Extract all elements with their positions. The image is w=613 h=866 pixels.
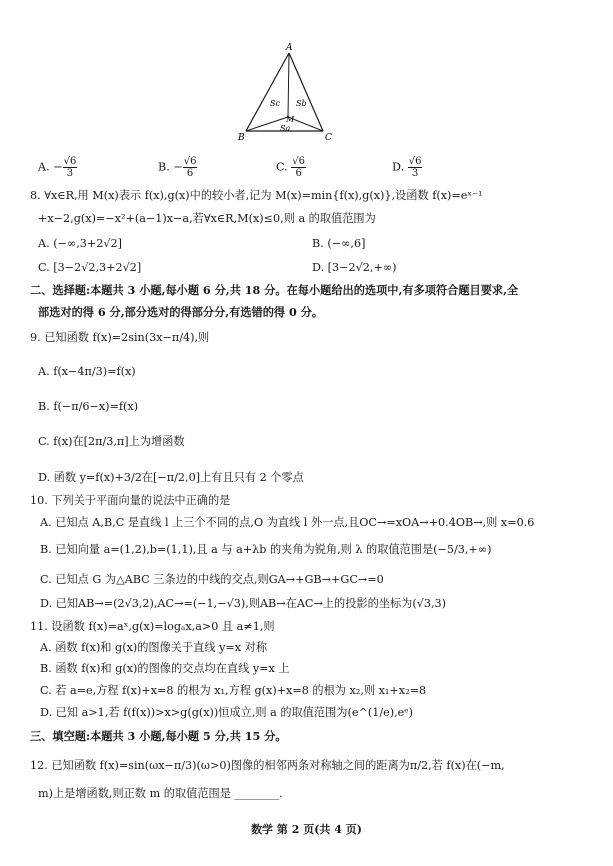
- q8-option-c: C. [3−2√2,3+2√2]: [38, 261, 142, 274]
- q8-stem-line2: +x−2,g(x)=−x²+(a−1)x−a,若∀x∈R,M(x)≤0,则 a 的取值范围为: [38, 212, 376, 225]
- segment-am: [288, 53, 289, 117]
- q11-option-d: D. 已知 a>1,若 f(f(x))>x>g(g(x))恒成立,则 a 的取值范围为(e^(1/e),eᵉ): [40, 706, 413, 719]
- q11-stem: 11. 设函数 f(x)=aˣ,g(x)=logₐx,a>0 且 a≠1,则: [30, 620, 275, 633]
- section2-heading-line1: 二、选择题:本题共 3 小题,每小题 6 分,共 18 分。在每小题给出的选项中,有多项符合题目要求,全: [30, 283, 519, 297]
- q10-option-c: C. 已知点 G 为△ABC 三条边的中线的交点,则GA→+GB→+GC→=0: [40, 573, 384, 586]
- label-area-c: Sc: [270, 99, 280, 108]
- label-vertex-b: B: [238, 133, 245, 143]
- q8-option-b: B. (−∞,6]: [312, 237, 366, 250]
- q9-option-d: D. 函数 y=f(x)+3/2在[−π/2,0]上有且只有 2 个零点: [38, 471, 304, 484]
- q11-option-b: B. 函数 f(x)和 g(x)的图像的交点均在直线 y=x 上: [40, 662, 290, 675]
- q9-option-a: A. f(x−4π/3)=f(x): [38, 365, 136, 378]
- label-point-m: M: [286, 115, 295, 124]
- q7-option-c: C. $\frac{√6}{6}$: [276, 156, 306, 179]
- q11-option-a: A. 函数 f(x)和 g(x)的图像关于直线 y=x 对称: [40, 641, 268, 654]
- q10-stem: 10. 下列关于平面向量的说法中正确的是: [30, 494, 231, 507]
- q9-stem: 9. 已知函数 f(x)=2sin(3x−π/4),则: [30, 331, 210, 344]
- label-area-a: Sa: [280, 124, 291, 133]
- q12-stem-line1: 12. 已知函数 f(x)=sin(ωx−π/3)(ω>0)图像的相邻两条对称轴之间的距离为π/2,若 f(x)在(−m,: [30, 759, 505, 772]
- q10-option-d: D. 已知AB→=(2√3,2),AC→=(−1,−√3),则AB→在AC→上的投影的坐标为(√3,3): [40, 597, 446, 610]
- q12-stem-line2: m)上是增函数,则正数 m 的取值范围是 ________.: [38, 787, 283, 800]
- q7-option-a: A. − $\frac{√6}{3}$: [38, 156, 77, 179]
- label-area-b: Sb: [296, 99, 307, 108]
- page-footer: 数学 第 2 页(共 4 页): [251, 823, 362, 836]
- label-vertex-c: C: [325, 133, 332, 143]
- q10-option-b: B. 已知向量 a=(1,2),b=(1,1),且 a 与 a+λb 的夹角为锐角,则 λ 的取值范围是(−5/3,+∞): [40, 543, 492, 556]
- q7-option-b: B. − $\frac{√6}{6}$: [158, 156, 197, 179]
- q7-option-d: D. $\frac{√6}{3}$: [392, 156, 422, 179]
- q8-stem-line1: 8. ∀x∈R,用 M(x)表示 f(x),g(x)中的较小者,记为 M(x)=min{f(x),g(x)},设函数 f(x)=eˣ⁻¹: [30, 189, 483, 202]
- q9-option-c: C. f(x)在[2π/3,π]上为增函数: [38, 435, 185, 448]
- q9-option-b: B. f(−π/6−x)=f(x): [38, 400, 139, 413]
- section2-heading-line2: 部选对的得 6 分,部分选对的得部分分,有选错的得 0 分。: [38, 305, 324, 319]
- label-vertex-a: A: [286, 43, 293, 53]
- q8-option-d: D. [3−2√2,+∞): [312, 261, 397, 274]
- q10-option-a: A. 已知点 A,B,C 是直线 l 上三个不同的点,O 为直线 l 外一点,且OC→=xOA→+0.4OB→,则 x=0.6: [40, 516, 535, 529]
- q11-option-c: C. 若 a=e,方程 f(x)+x=8 的根为 x₁,方程 g(x)+x=8 的根为 x₂,则 x₁+x₂=8: [40, 684, 427, 697]
- section3-heading: 三、填空题:本题共 3 小题,每小题 5 分,共 15 分。: [30, 729, 287, 743]
- q8-option-a: A. (−∞,3+2√2]: [38, 237, 123, 250]
- triangle-figure: [0, 0, 613, 150]
